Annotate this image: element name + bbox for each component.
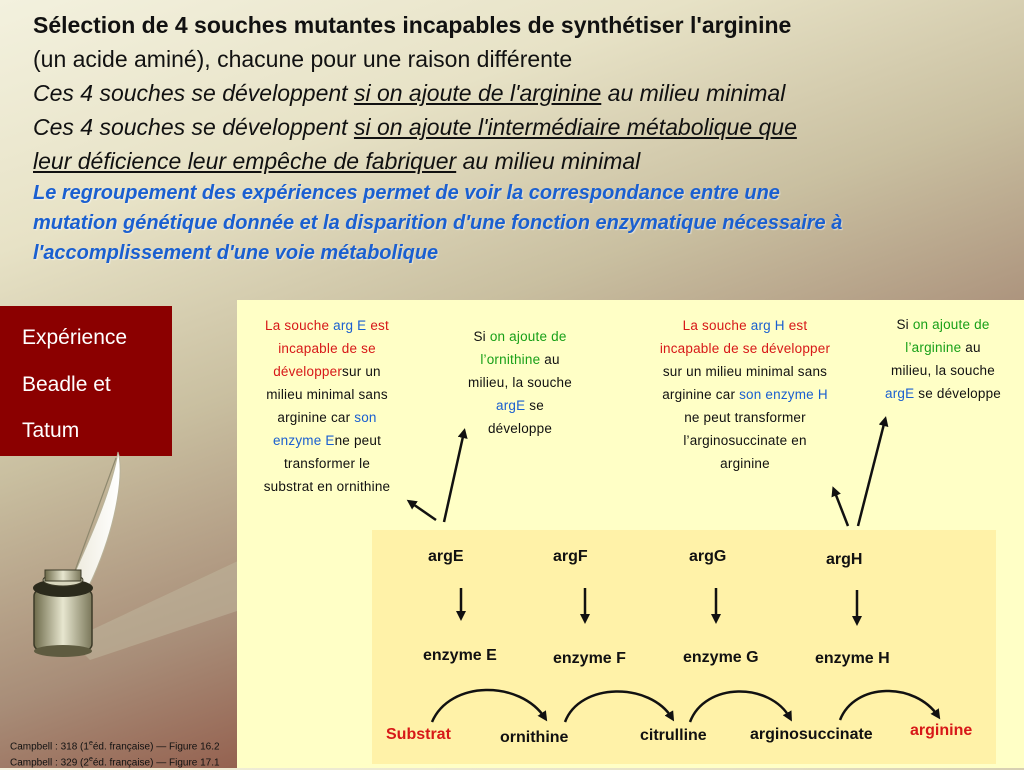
metabolite-ornithine: ornithine	[500, 729, 569, 746]
title-line-2: (un acide aminé), chacune pour une raison différente	[33, 46, 573, 72]
gene-arge: argE	[428, 548, 464, 565]
annotation-arginine-rescue: Si on ajoute de l’arginine au milieu, la souche argE se développe	[885, 317, 1001, 401]
metabolite-arginine: arginine	[910, 722, 973, 739]
gene-argg: argG	[689, 548, 727, 565]
reference-1: Campbell : 318 (1eéd. française) — Figure 16.2	[10, 740, 220, 753]
condition-line-2: Ces 4 souches se développent si on ajoute l'intermédiaire métabolique que	[33, 114, 797, 140]
annotation-argh-mutant: La souche arg H est incapable de se développer sur un milieu minimal sans arginine car son enzyme H ne peut transformer l’arginosuccinate en arginine	[659, 318, 831, 471]
metabolite-citrulline: citrulline	[640, 727, 707, 744]
reaction-arrow-g	[690, 691, 790, 722]
pointer-arrow-3	[834, 490, 848, 526]
reaction-arrow-h	[840, 691, 938, 720]
condition-line-3: leur déficience leur empêche de fabriquer au milieu minimal	[33, 148, 641, 174]
annotation-arge-mutant: La souche arg E est incapable de se développersur un milieu minimal sans arginine car son enzyme Ene peut transformer le substrat en ornithine	[263, 318, 391, 494]
metabolite-arginosuccinate: arginosuccinate	[750, 726, 873, 743]
enzyme-g: enzyme G	[683, 649, 759, 666]
annotation-ornithine-rescue: Si on ajoute de l’ornithine au milieu, la souche argE se développe	[468, 329, 572, 436]
references	[10, 737, 220, 770]
gene-argf: argF	[553, 548, 588, 565]
pointer-arrow-4	[858, 420, 885, 526]
reaction-arrow-e	[432, 690, 545, 722]
metabolite-substrat: Substrat	[386, 726, 451, 743]
pointer-arrow-2	[444, 432, 464, 522]
enzyme-f: enzyme F	[553, 650, 626, 667]
conclusion-text: Le regroupement des expériences permet de voir la correspondance entre une mutation génétique donnée et la disparition d'une fonction enzymatique nécessaire à l'accomplissement d'une voie métabolique	[33, 182, 843, 264]
reference-2: Campbell : 329 (2eéd. française) — Figure 17.1	[10, 756, 220, 769]
pointer-arrow-1	[410, 502, 436, 520]
gene-argh: argH	[826, 551, 863, 568]
reaction-arrow-f	[565, 691, 672, 722]
experience-box: Expérience Beadle et Tatum	[0, 306, 172, 456]
enzyme-h: enzyme H	[815, 650, 890, 667]
condition-line-1: Ces 4 souches se développent si on ajoute de l'arginine au milieu minimal	[33, 80, 786, 106]
title-line-1: Sélection de 4 souches mutantes incapables de synthétiser l'arginine	[33, 12, 792, 38]
enzyme-e: enzyme E	[423, 647, 497, 664]
